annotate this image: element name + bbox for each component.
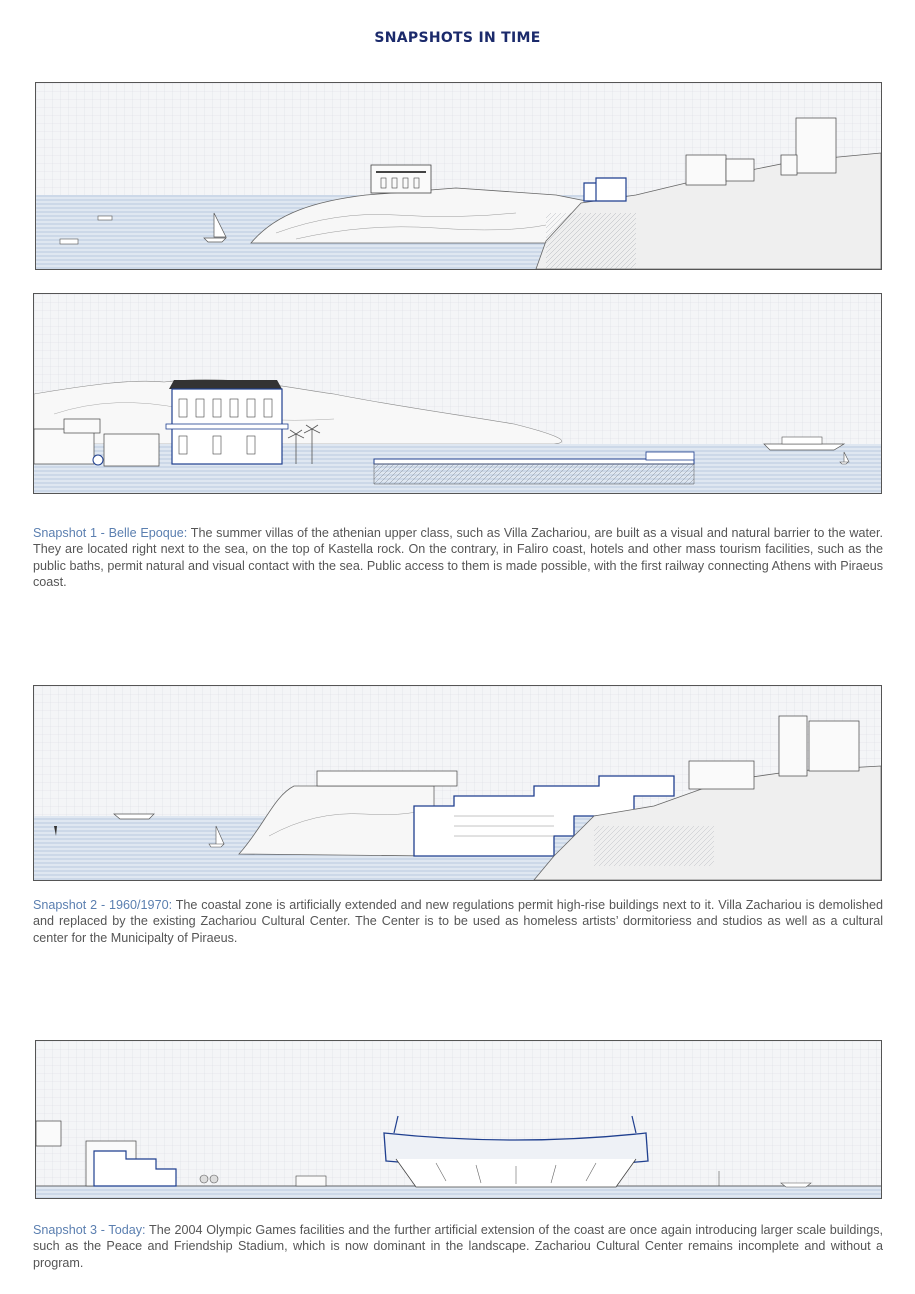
sea [36,1186,881,1198]
caption-lead: Snapshot 3 - Today: [33,1222,146,1237]
page-title: SNAPSHOTS IN TIME [374,30,541,46]
caption-text: The 2004 Olympic Games facilities and the further artificial extension of the coast are once again introducing larger scale buildings, such as the Peace and Friendship Stadium, which is now dominant in the landscape. Zachariou Cultural Center remains incomplete and without a program. [33,1222,883,1270]
villa-small [104,434,159,466]
caption-snapshot-3 [33,1222,883,1272]
tower-house [796,118,836,173]
low-building [296,1176,326,1186]
house [781,155,797,175]
caption-text: The coastal zone is artificially extended and new regulations permit high-rise buildings next to it. Villa Zachariou is demolished and replaced by the existing Zachariou Cultural Center. The Center is to be used as homeless artists’ dormitoriess and studios as well as a cultural center for the Municipalty of Piraeus. [33,897,883,945]
baths-building [34,429,94,464]
rooftop-building [317,771,457,786]
sailboat [204,238,226,242]
section-drawing-1960-1970 [33,685,882,881]
tree [200,1175,208,1183]
kiosk [93,455,103,465]
boat [60,239,78,244]
apartment-block [779,716,807,776]
apartment-block [36,1121,61,1146]
villa-on-rock [371,165,431,193]
caption-lead: Snapshot 2 - 1960/1970: [33,897,173,912]
caption-lead: Snapshot 1 - Belle Epoque: [33,525,188,540]
ship [764,444,844,450]
section-drawing-today [35,1040,882,1199]
villa-zachariou [166,380,288,464]
house [726,159,754,181]
section-drawing-belle-epoque [33,293,882,494]
boat [781,1183,811,1187]
caption-snapshot-2 [33,897,883,947]
section-drawing-kastella-rock [35,82,882,270]
ship [114,814,154,819]
caption-text: The summer villas of the athenian upper class, such as Villa Zachariou, are built as a visual and natural barrier to the water. They are located right next to the sea, on the top of Kastella rock. On the contrary, in Faliro coast, hotels and other mass tourism facilities, such as the public baths, permit natural and visual contact with the sea. Public access to them is made possible, with the first railway connecting Athens with Piraeus coast. [33,525,883,590]
apartment-block [809,721,859,771]
house [689,761,754,789]
boat [98,216,112,220]
tree [210,1175,218,1183]
caption-snapshot-1 [33,525,883,591]
house [686,155,726,185]
